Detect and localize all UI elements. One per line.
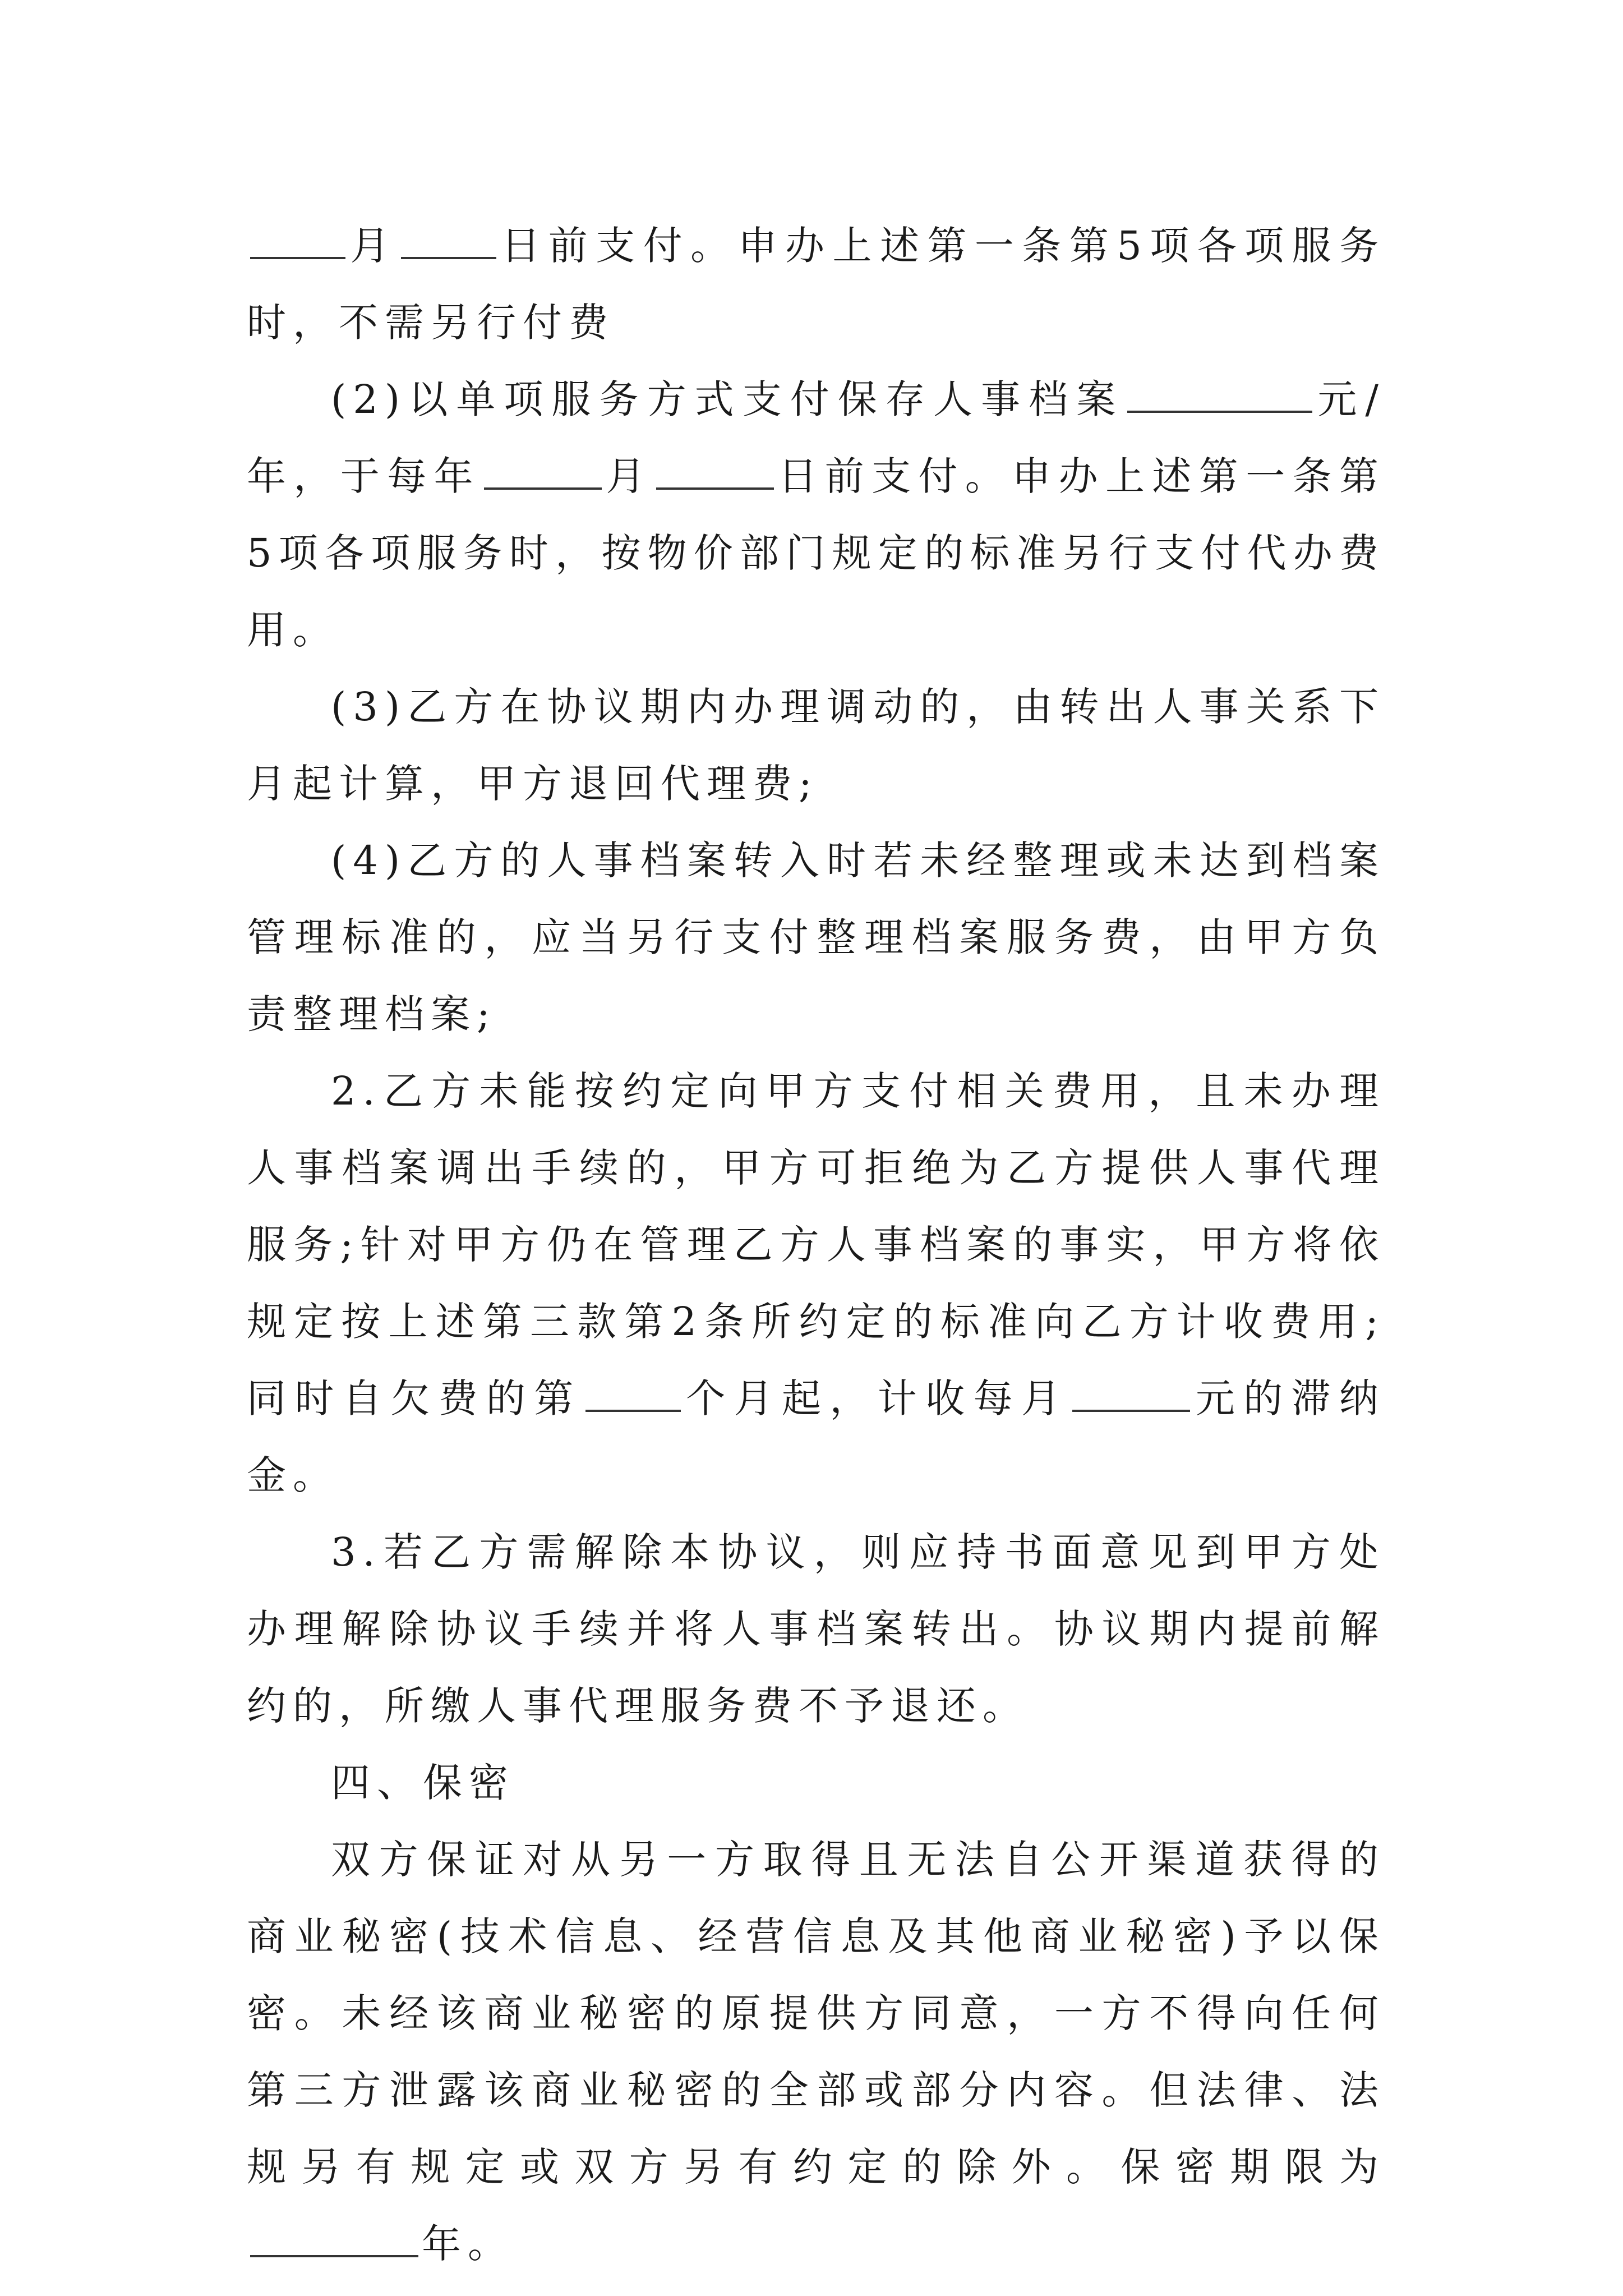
text-unit: 元/年，于每年 — [247, 376, 1385, 499]
blank-field — [401, 222, 496, 259]
text-mid: 个月起，计收每月 — [684, 1375, 1069, 1421]
paragraph-single-service — [247, 361, 1385, 669]
text-tail: 元的滞纳金。 — [247, 1375, 1386, 1498]
blank-field — [250, 222, 345, 259]
paragraph-archive-standard: (4)乙方的人事档案转入时若未经整理或未达到档案管理标准的，应当另行支付整理档案服务费，由甲方负责整理档案; — [247, 838, 1385, 1037]
paragraph-transfer: (3)乙方在协议期内办理调动的，由转出人事关系下月起计算，甲方退回代理费; — [247, 684, 1385, 807]
blank-field — [1127, 376, 1312, 413]
blank-field — [656, 453, 774, 490]
paragraph-late-fee — [247, 1053, 1385, 1514]
blank-field — [585, 1375, 681, 1412]
paragraph-confidentiality — [247, 1821, 1385, 2283]
text-lead: 2.乙方未能按约定向甲方支付相关费用，且未办理人事档案调出手续的，甲方可拒绝为乙方提供人事代理服务;针对甲方仍在管理乙方人事档案的事实，甲方将依规定按上述第三款第2条所约定的标准向乙方计收费用;同时自欠费的第 — [247, 1068, 1385, 1421]
document-body — [247, 208, 1385, 2283]
text-lead: (2)以单项服务方式支付保存人事档案 — [331, 376, 1124, 422]
text-paragraph-1: 日前支付。申办上述第一条第5项各项服务时，不需另行付费 — [247, 223, 1385, 346]
blank-field — [250, 2220, 418, 2257]
paragraph-payment-date — [247, 208, 1385, 361]
text-tail: 年。 — [422, 2221, 514, 2267]
text-month: 月 — [605, 453, 653, 499]
text-paragraph-2: 日前支付。申办上述第一条第5项各项服务时，按物价部门规定的标准另行支付代办费用。 — [247, 453, 1386, 653]
blank-field — [484, 453, 602, 490]
text-month: 月 — [349, 223, 398, 269]
section-heading-confidentiality: 四、保密 — [331, 1760, 515, 1806]
blank-field — [1072, 1375, 1190, 1412]
text-lead: 双方保证对从另一方取得且无法自公开渠道获得的商业秘密(技术信息、经营信息及其他商业秘密)予以保密。未经该商业秘密的原提供方同意，一方不得向任何第三方泄露该商业秘密的全部或部分内容。但法律、法规另有规定或双方另有约定的除外。保密期限为 — [247, 1837, 1385, 2190]
paragraph-termination: 3.若乙方需解除本协议，则应持书面意见到甲方处办理解除协议手续并将人事档案转出。协议期内提前解约的，所缴人事代理服务费不予退还。 — [247, 1529, 1385, 1729]
